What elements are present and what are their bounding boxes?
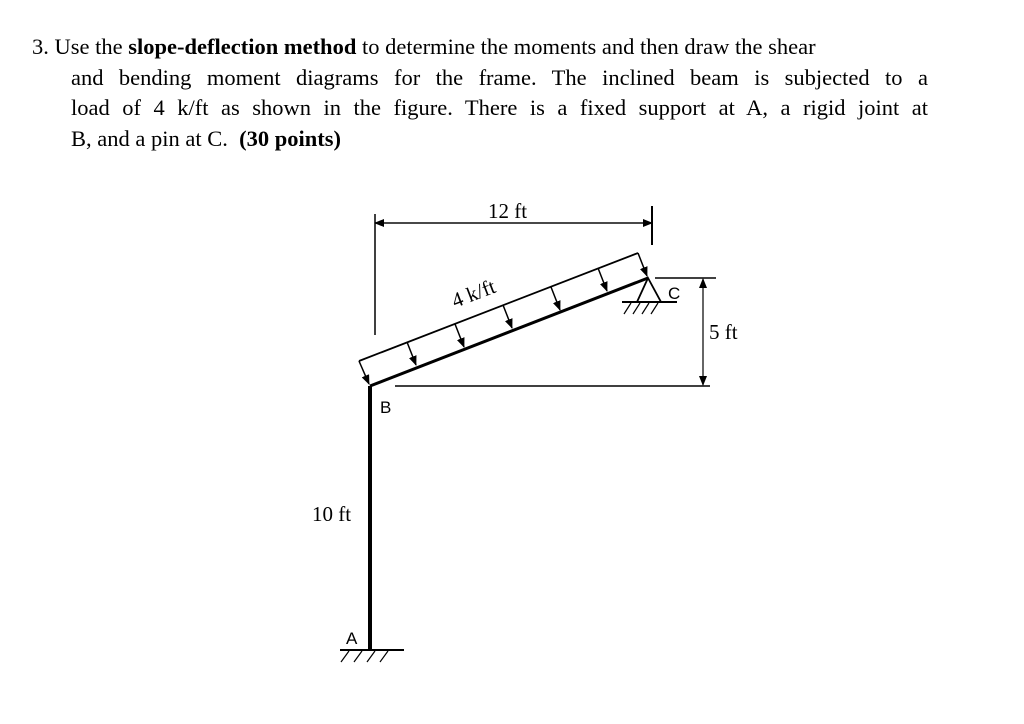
label-c: C: [668, 284, 681, 303]
problem-line-3: load of 4 k/ft as shown in the figure. There is a fixed support at A, a rigid joint at: [71, 95, 928, 120]
dim-12ft: 12 ft: [488, 199, 528, 223]
load-label: 4 k/ft: [448, 274, 499, 313]
problem-line-2: and bending moment diagrams for the frame. The inclined beam is subjected to a: [71, 65, 928, 90]
problem-line-4: B, and a pin at C. (30 points): [71, 126, 341, 151]
load-arrows: [359, 253, 647, 384]
dim-10ft: 10 ft: [312, 502, 352, 526]
dim-5ft: 5 ft: [709, 320, 738, 344]
problem-line-1: 3. Use the slope-deflection method to determine the moments and then draw the shear: [32, 34, 816, 59]
label-b: B: [380, 398, 392, 417]
label-a: A: [346, 629, 358, 648]
distributed-load: [359, 253, 648, 386]
inclined-beam-bc: [370, 278, 648, 386]
problem-number: 3.: [32, 34, 49, 59]
